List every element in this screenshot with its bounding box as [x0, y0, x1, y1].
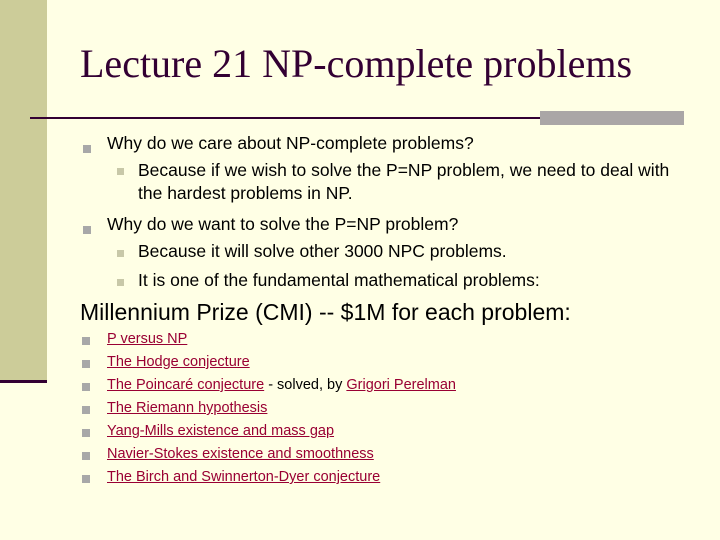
sub-bullet-icon — [117, 168, 124, 175]
band-divider — [0, 380, 47, 383]
bullet-icon — [82, 383, 90, 391]
sub-bullet-icon — [117, 250, 124, 257]
perelman-link[interactable]: Grigori Perelman — [346, 377, 456, 393]
title-rule-accent — [540, 111, 684, 125]
problem-link[interactable]: Navier-Stokes existence and smoothness — [107, 446, 374, 462]
sub-bullet-icon — [117, 279, 124, 286]
bullet-icon — [82, 406, 90, 414]
bullet-text: Because if we wish to solve the P=NP problem, we need to deal with the hardest problems in NP. — [138, 160, 670, 203]
problem-link[interactable]: The Riemann hypothesis — [107, 400, 268, 416]
bullet-icon — [82, 429, 90, 437]
problem-link[interactable]: P versus NP — [107, 331, 188, 347]
problem-link[interactable]: The Poincaré conjecture — [107, 377, 265, 393]
problem-link[interactable]: Yang-Mills existence and mass gap — [107, 423, 335, 439]
bullet-icon — [82, 337, 90, 345]
bullet-icon — [83, 226, 91, 234]
bullet-icon — [83, 145, 91, 153]
bullet-icon — [82, 475, 90, 483]
bullet-text: Why do we care about NP-complete problems? — [107, 133, 474, 153]
bullet-icon — [82, 360, 90, 368]
solved-note: - solved, by — [264, 377, 347, 393]
problem-link[interactable]: The Hodge conjecture — [107, 354, 250, 370]
left-decorative-band — [0, 0, 47, 381]
millennium-heading: Millennium Prize (CMI) -- $1M for each problem: — [80, 299, 571, 325]
slide-title: Lecture 21 NP-complete problems — [80, 41, 633, 86]
bullet-icon — [82, 452, 90, 460]
problem-link[interactable]: The Birch and Swinnerton-Dyer conjecture — [107, 469, 381, 485]
bullet-text: Because it will solve other 3000 NPC problems. — [138, 241, 507, 261]
bullet-text: Why do we want to solve the P=NP problem? — [107, 214, 459, 234]
bullet-text: It is one of the fundamental mathematical problems: — [138, 270, 540, 290]
